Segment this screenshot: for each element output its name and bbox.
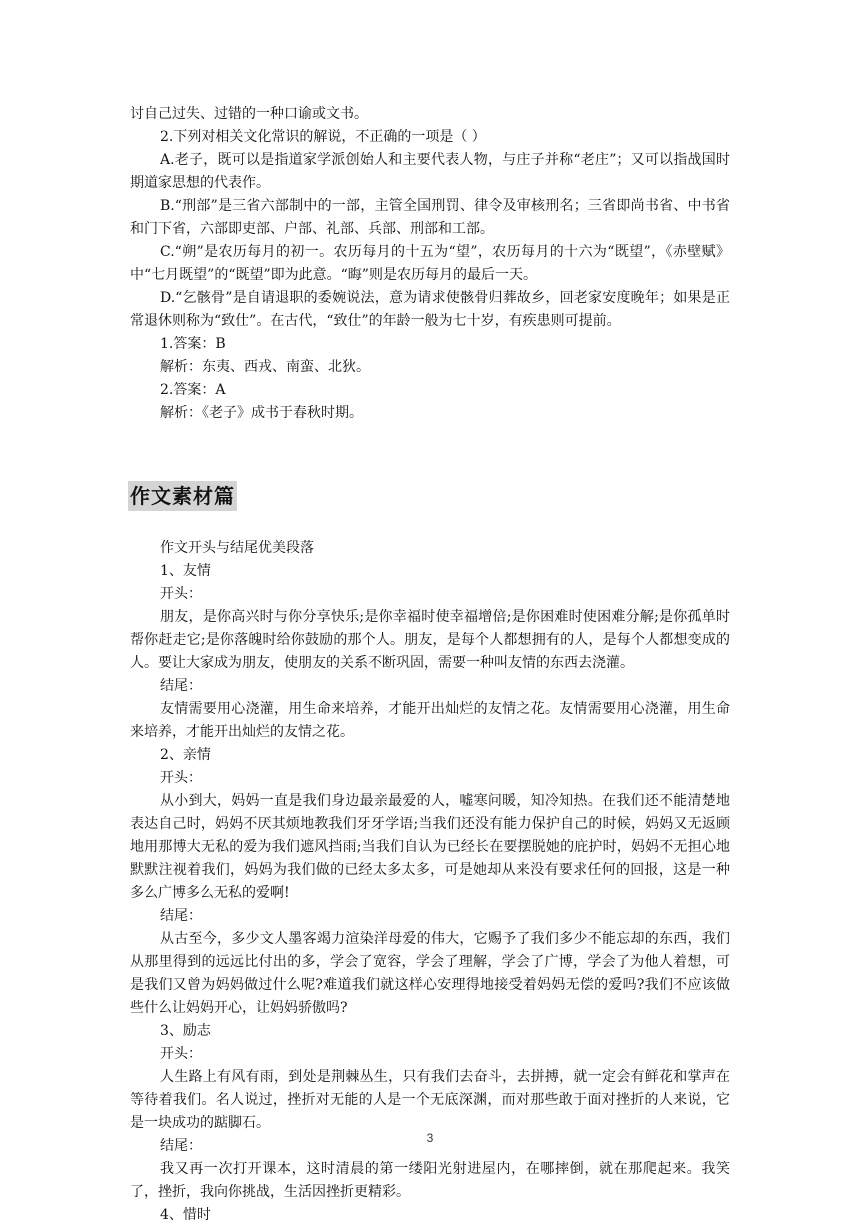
topic-heading: 1、友情 bbox=[160, 563, 211, 579]
paragraph: 我又再一次打开课本，这时清晨的第一缕阳光射进屋内，在哪摔倒，就在那爬起来。我笑了，挫折，我向你挑战，生活因挫折更精彩。 bbox=[130, 1161, 730, 1200]
topic-heading: 2、亲情 bbox=[160, 747, 211, 763]
question-2: 2.下列对相关文化常识的解说，不正确的一项是（ ） bbox=[160, 129, 486, 145]
label-ending: 结尾： bbox=[160, 908, 202, 924]
topic-heading: 3、励志 bbox=[160, 1023, 211, 1039]
analysis-2: 解析：《老子》成书于春秋时期。 bbox=[160, 405, 363, 421]
page-number: 3 bbox=[426, 1131, 434, 1145]
answer-1: 1.答案：B bbox=[160, 336, 226, 352]
answer-2: 2.答案：A bbox=[160, 382, 226, 398]
label-opening: 开头： bbox=[160, 1046, 202, 1062]
essay-title: 作文开头与结尾优美段落 bbox=[160, 540, 314, 556]
option-c: C.“朔”是农历每月的初一。农历每月的十五为“望”，农历每月的十六为“既望”，《赤壁赋》中“七月既望”的“既望”即为此意。“晦”则是农历每月的最后一天。 bbox=[130, 244, 730, 283]
document-body bbox=[130, 103, 730, 1227]
label-ending: 结尾： bbox=[160, 678, 202, 694]
analysis-1: 解析：东夷、西戎、南蛮、北狄。 bbox=[160, 359, 370, 375]
option-b: B.“刑部”是三省六部制中的一部，主管全国刑罚、律令及审核刑名；三省即尚书省、中书省和门下省，六部即吏部、户部、礼部、兵部、刑部和工部。 bbox=[130, 198, 730, 237]
label-opening: 开头： bbox=[160, 586, 202, 602]
option-d: D.“乞骸骨”是自请退职的委婉说法，意为请求使骸骨归葬故乡，回老家安度晚年；如果是正常退休则称为“致仕”。在古代，“致仕”的年龄一般为七十岁，有疾患则可提前。 bbox=[130, 290, 730, 329]
topic-heading: 4、惜时 bbox=[160, 1207, 211, 1223]
paragraph: 人生路上有风有雨，到处是荆棘丛生，只有我们去奋斗，去拼搏，就一定会有鲜花和掌声在等待着我们。名人说过，挫折对无能的人是一个无底深渊，而对那些敢于面对挫折的人来说，它是一块成功的踮脚石。 bbox=[130, 1069, 730, 1131]
paragraph: 从古至今，多少文人墨客竭力渲染洋母爱的伟大，它赐予了我们多少不能忘却的东西，我们从那里得到的远远比付出的多，学会了宽容，学会了理解，学会了广博，学会了为他人着想，可是我们又曾为妈妈做过什么呢?难道我们就这样心安理得地接受着妈妈无偿的爱吗?我们不应该做些什么让妈妈开心，让妈妈骄傲吗? bbox=[130, 931, 730, 1016]
paragraph: 讨自己过失、过错的一种口谕或文书。 bbox=[130, 106, 368, 122]
paragraph: 友情需要用心浇灌，用生命来培养，才能开出灿烂的友情之花。友情需要用心浇灌，用生命来培养，才能开出灿烂的友情之花。 bbox=[130, 701, 730, 740]
paragraph: 从小到大，妈妈一直是我们身边最亲最爱的人，嘘寒问暖，知冷知热。在我们还不能清楚地表达自己时，妈妈不厌其烦地教我们牙牙学语;当我们还没有能力保护自己的时候，妈妈又无返顾地用那博大无私的爱为我们遮风挡雨;当我们自认为已经长在要摆脱她的庇护时，妈妈不无担心地默默注视着我们，妈妈为我们做的已经太多太多，可是她却从来没有要求任何的回报，这是一种多么广博多么无私的爱啊! bbox=[130, 793, 730, 901]
label-ending: 结尾： bbox=[160, 1138, 202, 1154]
paragraph: 朋友，是你高兴时与你分享快乐;是你幸福时使幸福增倍;是你困难时使困难分解;是你孤单时帮你赶走它;是你落魄时给你鼓励的那个人。朋友，是每个人都想拥有的人，是每个人都想变成的人。要让大家成为朋友，使朋友的关系不断巩固，需要一种叫友情的东西去浇灌。 bbox=[130, 609, 730, 671]
label-opening: 开头： bbox=[160, 770, 202, 786]
section-heading: 作文素材篇 bbox=[128, 481, 237, 511]
option-a: A.老子，既可以是指道家学派创始人和主要代表人物，与庄子并称“老庄”；又可以指战国时期道家思想的代表作。 bbox=[130, 152, 730, 191]
